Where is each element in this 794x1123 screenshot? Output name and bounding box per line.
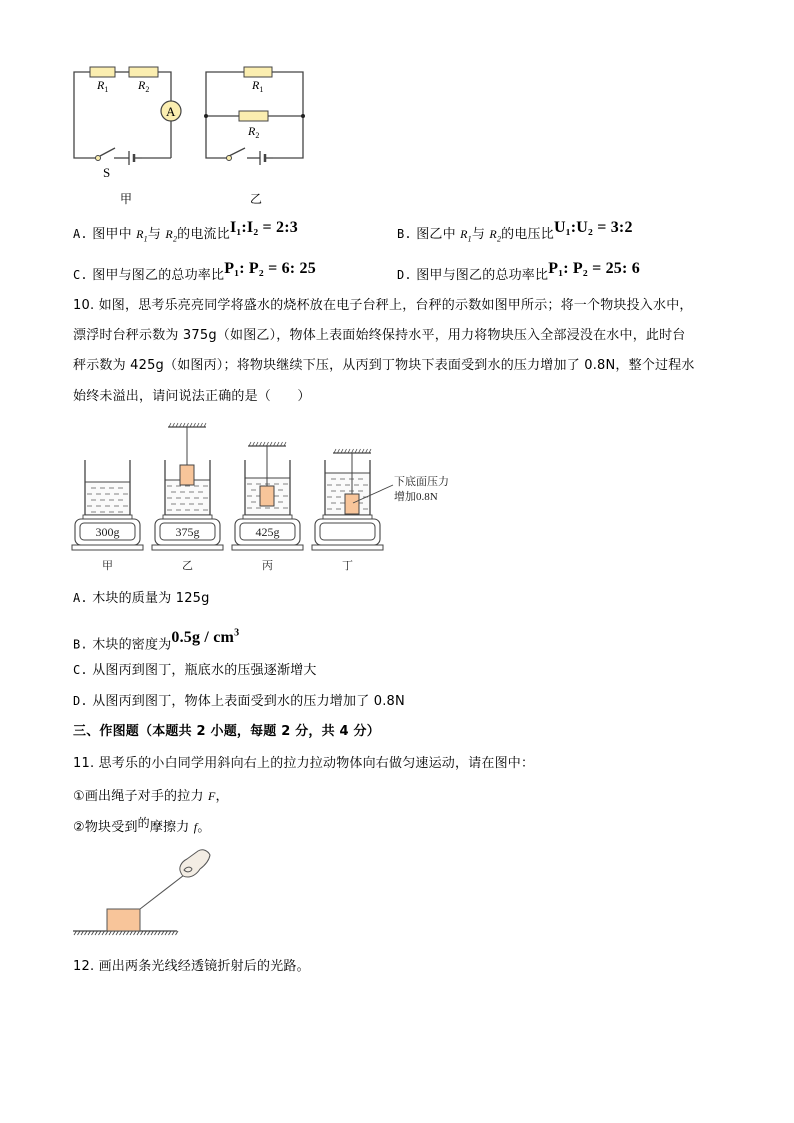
ceiling-hatch bbox=[176, 423, 178, 427]
q11-item-2: ②物块受到的摩擦力 f。 bbox=[73, 816, 211, 835]
ceiling-hatch bbox=[270, 442, 272, 446]
ceiling-hatch bbox=[341, 449, 343, 453]
q10-option-d: D. 从图丙到图丁，物体上表面受到水的压力增加了 0.8N bbox=[73, 694, 405, 709]
ceiling-hatch bbox=[190, 423, 192, 427]
scale-platform bbox=[83, 515, 132, 519]
formula-power-ratio-c: P₁: P₂ = 6: 25 bbox=[224, 260, 316, 277]
r1-label-jia: $R_1$ bbox=[97, 78, 109, 94]
hand-icon bbox=[180, 850, 210, 877]
caption-jia: 甲 bbox=[120, 192, 133, 206]
ceiling-hatch bbox=[362, 449, 364, 453]
scale-foot bbox=[72, 545, 143, 550]
scale-platform bbox=[243, 515, 292, 519]
beaker-diagrams bbox=[60, 415, 460, 575]
ammeter-label: A bbox=[166, 104, 176, 119]
ceiling-hatch bbox=[348, 449, 350, 453]
r2-label-jia: $R_2$ bbox=[138, 78, 150, 94]
circuit-jia bbox=[74, 72, 171, 165]
rope bbox=[140, 872, 188, 909]
r2-label-yi: $R_2$ bbox=[248, 124, 260, 140]
q10-stem-line-1: 10. 如图，思考乐亮亮同学将盛水的烧杯放在电子台秤上，台秤的示数如图甲所示；将一个物块投入水中， bbox=[73, 298, 693, 313]
resistor-r2 bbox=[129, 67, 158, 77]
beaker-figure-1 bbox=[72, 460, 143, 572]
caption-yi: 乙 bbox=[250, 192, 263, 206]
formula-voltage-ratio: U₁:U₂ = 3:2 bbox=[553, 219, 633, 236]
switch-label: S bbox=[103, 165, 111, 180]
formula-density: $0.5g / cm^3$ bbox=[171, 628, 240, 647]
wood-block bbox=[260, 486, 274, 506]
ceiling-hatch bbox=[267, 442, 269, 446]
annotation-line-2: 增加0.8N bbox=[394, 491, 438, 503]
pull-block-diagram bbox=[60, 840, 360, 940]
ceiling-hatch bbox=[352, 449, 354, 453]
junction-left bbox=[204, 114, 208, 118]
q9-option-d: D. 图甲与图乙的总功率比P₁: P₂ = 25: 6 bbox=[397, 260, 640, 283]
ceiling-hatch bbox=[249, 442, 251, 446]
scale-foot bbox=[312, 545, 383, 550]
ceiling-hatch bbox=[256, 442, 258, 446]
ceiling-hatch bbox=[281, 442, 283, 446]
scale-reading: 300g bbox=[95, 525, 120, 539]
ceiling-hatch bbox=[180, 423, 182, 427]
annotation-line-1: 下底面压力 bbox=[394, 476, 449, 488]
ceiling-hatch bbox=[366, 449, 368, 453]
beaker-figure-3 bbox=[232, 442, 303, 572]
scale-foot bbox=[232, 545, 303, 550]
ceiling-hatch bbox=[359, 449, 361, 453]
figure-caption: 甲 bbox=[102, 560, 113, 572]
junction-right bbox=[301, 114, 305, 118]
scale-platform bbox=[163, 515, 212, 519]
ceiling-hatch bbox=[284, 442, 286, 446]
q10-option-a: A. 木块的质量为 125g bbox=[73, 591, 210, 606]
scale-reading: 425g bbox=[255, 525, 280, 539]
section-heading: 三、作图题（本题共 2 小题，每题 2 分，共 4 分） bbox=[73, 724, 380, 739]
formula-power-ratio-d: P₁: P₂ = 25: 6 bbox=[548, 260, 640, 277]
wood-block bbox=[345, 494, 359, 514]
scale-foot bbox=[152, 545, 223, 550]
beaker-figure-2 bbox=[152, 423, 223, 572]
q10-stem-line-2: 漂浮时台秤示数为 375g（如图乙），物体上表面始终保持水平，用力将物块压入全部浸没在水中，此时台 bbox=[73, 328, 686, 343]
ceiling-hatch bbox=[187, 423, 189, 427]
scale-reading: 375g bbox=[175, 525, 200, 539]
ceiling-hatch bbox=[334, 449, 336, 453]
q11-stem: 11. 思考乐的小白同学用斜向右上的拉力拉动物体向右做匀速运动，请在图中： bbox=[73, 756, 535, 771]
q9-option-b: B. 图乙中 $R_1$与 $R_2$的电压比U₁:U₂ = 3:2 bbox=[397, 219, 633, 244]
ceiling-hatch bbox=[260, 442, 262, 446]
switch-pivot-yi bbox=[227, 156, 232, 161]
ceiling-hatch bbox=[201, 423, 203, 427]
resistor-r1-yi bbox=[244, 67, 272, 77]
q9-option-c: C. 图甲与图乙的总功率比P₁: P₂ = 6: 25 bbox=[73, 260, 316, 283]
ceiling-hatch bbox=[169, 423, 171, 427]
beaker-figure-4 bbox=[312, 449, 383, 572]
figure-caption: 丁 bbox=[342, 560, 353, 572]
q10-option-c: C. 从图丙到图丁，瓶底水的压强逐渐增大 bbox=[73, 663, 317, 678]
figure-caption: 乙 bbox=[182, 560, 193, 572]
ceiling-hatch bbox=[197, 423, 199, 427]
circuit-diagrams bbox=[60, 55, 330, 210]
scale-platform bbox=[323, 515, 372, 519]
ceiling-hatch bbox=[277, 442, 279, 446]
block bbox=[107, 909, 140, 931]
scale-display bbox=[320, 523, 375, 540]
r1-label-yi: $R_1$ bbox=[252, 78, 264, 94]
water bbox=[85, 482, 130, 515]
q10-option-b: B. 木块的密度为$0.5g / cm^3$ bbox=[73, 628, 240, 653]
q11-item-1: ①画出绳子对手的拉力 F， bbox=[73, 789, 229, 804]
ceiling-hatch bbox=[369, 449, 371, 453]
formula-current-ratio: I₁:I₂ = 2:3 bbox=[229, 219, 298, 236]
q10-stem-line-4: 始终未溢出，请问说法正确的是（ ） bbox=[73, 389, 311, 404]
ceiling-hatch bbox=[253, 442, 255, 446]
ceiling-hatch bbox=[173, 423, 175, 427]
ceiling-hatch bbox=[204, 423, 206, 427]
ceiling-hatch bbox=[194, 423, 196, 427]
ceiling-hatch bbox=[338, 449, 340, 453]
q9-option-a: A. 图甲中 $R_1$与 $R_2$的电流比I₁:I₂ = 2:3 bbox=[73, 219, 298, 244]
switch-pivot bbox=[96, 156, 101, 161]
q12-stem: 12. 画出两条光线经透镜折射后的光路。 bbox=[73, 959, 310, 974]
q10-stem-line-3: 秤示数为 425g（如图丙）；将物块继续下压，从丙到丁物块下表面受到水的压力增加了 0.8N，整个过程水 bbox=[73, 358, 695, 373]
ceiling-hatch bbox=[183, 423, 185, 427]
figure-caption: 丙 bbox=[262, 560, 273, 572]
ceiling-hatch bbox=[345, 449, 347, 453]
ceiling-hatch bbox=[355, 449, 357, 453]
resistor-r1 bbox=[90, 67, 115, 77]
ceiling-hatch bbox=[263, 442, 265, 446]
ceiling-hatch bbox=[274, 442, 276, 446]
wood-block bbox=[180, 465, 194, 485]
resistor-r2-yi bbox=[239, 111, 268, 121]
